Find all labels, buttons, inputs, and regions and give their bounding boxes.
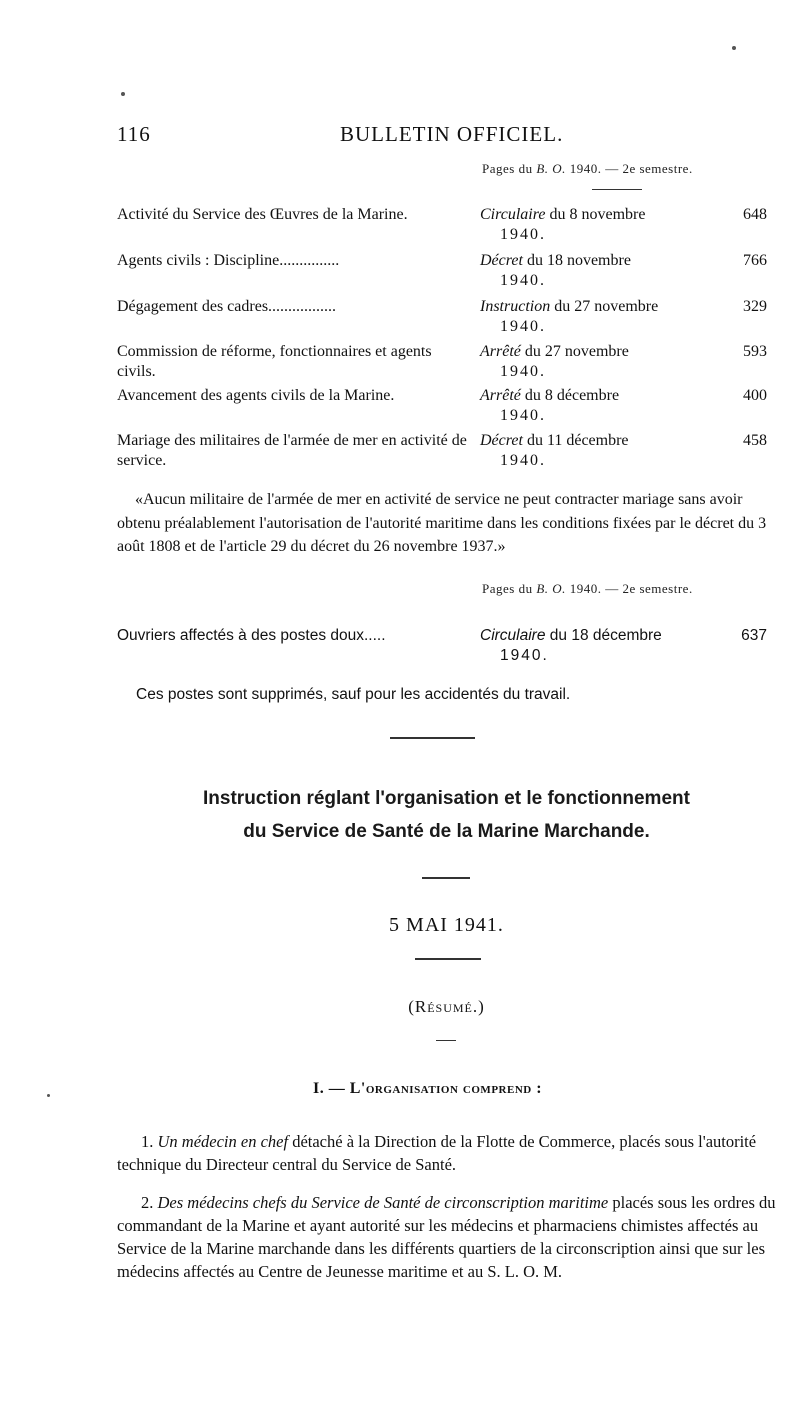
scan-speck [732,46,736,50]
entry-subject: Mariage des militaires de l'armée de mer en activité de service. [117,432,467,469]
entry-subject: Avancement des agents civils de la Marine. [117,387,395,404]
pages-note-prefix: Pages du [482,581,537,596]
entry-reference [480,342,700,382]
entry-kind: Décret [480,432,523,449]
instruction-title-line-1: Instruction réglant l'organisation et le fonctionnement [203,788,690,809]
entry-page: 648 [743,206,767,223]
entry-reference [480,431,700,471]
entry-year: 1940. [500,407,546,424]
item-lead: Un médecin en chef [157,1132,289,1151]
entry-date: du 11 décembre [526,432,629,449]
entry-page: 593 [743,343,767,360]
entry-kind: Arrêté [480,387,521,404]
pages-note-ref: B. O. [536,581,566,596]
item-lead: Des médecins chefs du Service de Santé de circonscription maritime [157,1193,609,1212]
entry-subject: Activité du Service des Œuvres de la Marine. [117,206,408,223]
resume-label: (Résumé.) [408,997,485,1016]
entry-kind: Décret [480,252,523,269]
entry-year: 1940. [500,226,546,243]
pages-note-suffix: 1940. — 2e semestre. [565,161,693,176]
pages-note-suffix: 1940. — 2e semestre. [565,581,693,596]
entry-note: Ces postes sont supprimés, sauf pour les accidentés du travail. [136,686,571,703]
entry-year: 1940. [500,452,546,469]
pages-note-ref: B. O. [536,161,566,176]
entry-reference [480,205,700,245]
entry-reference [480,626,700,666]
entry-subject: Ouvriers affectés à des postes doux..... [117,627,386,644]
entry-reference [480,297,700,337]
short-rule [415,958,481,960]
entry-reference [480,251,700,291]
list-item [117,1130,777,1176]
entry-year: 1940. [500,272,546,289]
item-text: placés sous les ordres du commandant de la Marine et ayant autorité sur les médecins et pharmaciens chimistes affectés au Service de la Marine marchande dans les différents quartiers de la circonscription ainsi que sur les médecins affectés au Centre de Jeunesse maritime et au S. L. O. M. [117,1193,776,1281]
entry-kind: Circulaire [480,206,546,223]
item-text: détaché à la Direction de la Flotte de Commerce, placés sous l'autorité technique du Directeur central du Service de Santé. [117,1132,757,1174]
entry-page: 637 [741,627,767,644]
short-rule [592,189,642,190]
entry-subject: Dégagement des cadres................. [117,298,337,315]
entry-date: du 8 novembre [549,206,646,223]
instruction-date: 5 MAI 1941. [389,914,504,936]
entry-year: 1940. [500,647,549,664]
section-rule [390,737,475,739]
short-rule [436,1040,456,1041]
entry-kind: Instruction [480,298,551,315]
entry-page: 329 [743,298,767,315]
item-number: 2. [141,1193,154,1212]
page-number: 116 [117,122,151,146]
entry-year: 1940. [500,363,546,380]
entry-date: du 18 novembre [526,252,631,269]
entry-reference [480,386,700,426]
entry-page: 400 [743,387,767,404]
quoted-article: «Aucun militaire de l'armée de mer en activité de service ne peut contracter mariage sans avoir obtenu préalablement l'autorisation de l'autorité maritime dans les conditions fixées par le décret du 3 août 1808 et de l'article 29 du décret du 26 novembre 1937.» [117,491,767,555]
entry-page: 766 [743,252,767,269]
entry-subject: Agents civils : Discipline............... [117,252,340,269]
entry-year: 1940. [500,318,546,335]
entry-kind: Arrêté [480,343,521,360]
page-header-title: BULLETIN OFFICIEL. [340,122,564,146]
entry-date: du 27 novembre [524,343,629,360]
entry-date: du 18 décembre [549,627,662,644]
pages-note [482,161,693,177]
section-heading: I. — L'organisation comprend : [313,1080,543,1097]
instruction-title-line-2: du Service de Santé de la Marine Marchande. [243,821,650,842]
item-number: 1. [141,1132,154,1151]
entry-page: 458 [743,432,767,449]
entry-kind: Circulaire [480,627,546,644]
entry-date: du 8 décembre [524,387,620,404]
short-rule [422,877,470,879]
pages-note-prefix: Pages du [482,161,537,176]
scan-speck [121,92,125,96]
entry-subject: Commission de réforme, fonctionnaires et agents civils. [117,343,432,380]
scan-speck [47,1094,50,1097]
entry-date: du 27 novembre [554,298,659,315]
list-item [117,1191,777,1283]
pages-note [482,581,693,597]
